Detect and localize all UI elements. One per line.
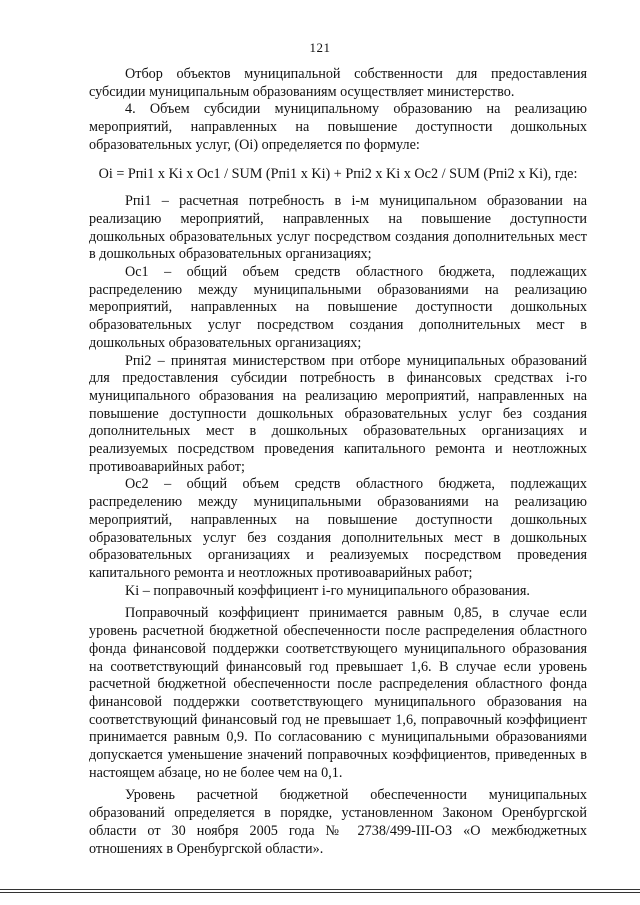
document-body [89, 66, 587, 858]
definition-oc2: Oc2 – общий объем средств областного бюджета, подлежащих распределению между муниципальными образованиями на реализацию мероприятий, направленных на повышение доступности дошкольных образовательных услуг без создания дополнительных мест в дошкольных образовательных организациях и реализуемых посредством проведения капитального ремонта и неотложных противоаварийных работ; [89, 476, 587, 581]
definition-oc1: Oc1 – общий объем средств областного бюджета, подлежащих распределению между муниципальными образованиями на реализацию мероприятий, направленных на повышение доступности дошкольных образовательных услуг посредством создания дополнительных мест в дошкольных образовательных организациях; [89, 264, 587, 351]
subsidy-formula: Oi = Pпi1 x Ki x Oc1 / SUM (Pпi1 x Ki) + Pпi2 x Ki x Oc2 / SUM (Pпi2 x Ki), где: [98, 165, 578, 182]
definition-ki: Ki – поправочный коэффициент i-го муниципального образования. [125, 582, 530, 599]
paragraph-budget-provision: Уровень расчетной бюджетной обеспеченности муниципальных образований определяется в порядке, установленном Законом Оренбургской области от 30 ноября 2005 года № 2738/499-III-ОЗ «О межбюджетных отношениях в Оренбургской области». [89, 787, 587, 857]
paragraph-correction-coefficient: Поправочный коэффициент принимается равным 0,85, в случае если уровень расчетной бюджетной обеспеченности после распределения областного фонда финансовой поддержки соответствующего муниципального образования на соответствующий финансовый год превышает 1,6. В случае если уровень расчетной бюджетной обеспеченности после распределения областного фонда финансовой поддержки соответствующего муниципального образования на соответствующий финансовый год не превышает 1,6, поправочный коэффициент принимается равным 0,9. По согласованию с муниципальными образованиями допускается уменьшение значений поправочных коэффициентов, приведенных в настоящем абзаце, но не более чем на 0,1. [89, 605, 587, 781]
paragraph-selection-authority: Отбор объектов муниципальной собственности для предоставления субсидии муниципальным образованиям осуществляет министерство. [89, 66, 587, 100]
definition-ppi1: Pпi1 – расчетная потребность в i-м муниципальном образовании на реализацию мероприятий, направленных на повышение доступности дошкольных образовательных услуг посредством создания дополнительных мест в дошкольных образовательных организациях; [89, 193, 587, 263]
footer-divider-top [0, 889, 640, 890]
paragraph-subsidy-volume: 4. Объем субсидии муниципальному образованию на реализацию мероприятий, направленных на повышение доступности дошкольных образовательных услуг, (Oi) определяется по формуле: [89, 101, 587, 153]
footer-divider-bottom [0, 892, 640, 893]
definition-ppi2: Pпi2 – принятая министерством при отборе муниципальных образований для предоставления субсидии потребность в финансовых средствах i-го муниципального образования на реализацию мероприятий, направленных на повышение доступности дошкольных образовательных услуг без создания дополнительных мест в дошкольных образовательных организациях и реализуемых посредством проведения капитального ремонта и неотложных противоаварийных работ; [89, 352, 587, 475]
page-number: 121 [309, 40, 331, 55]
